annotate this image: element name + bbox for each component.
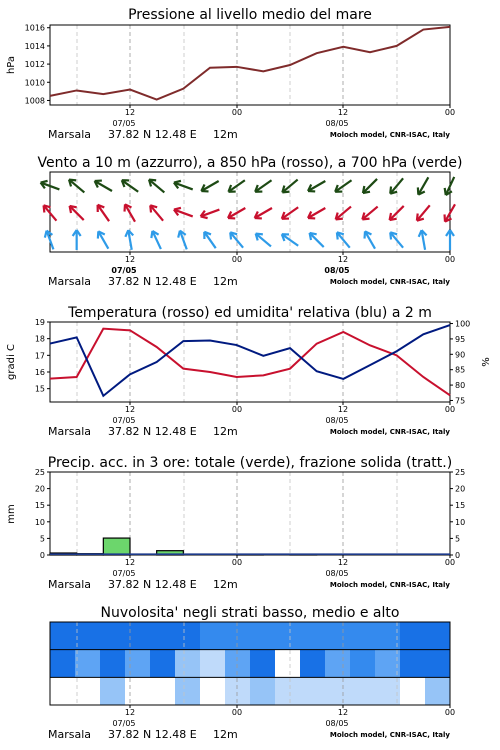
date-label: 08/05: [325, 719, 349, 728]
y-axis-label: gradi C: [6, 344, 17, 380]
cloud-cell-medio: [200, 650, 226, 678]
location-name: Marsala: [48, 128, 92, 141]
y2-tick-label: 5: [455, 534, 461, 544]
y2-tick-label: 85: [455, 365, 466, 375]
wind-arrow-700: [253, 177, 274, 195]
date-label: 07/05: [112, 119, 136, 128]
cloud-cell-alto: [75, 622, 101, 650]
cloud-cell-basso: [250, 677, 276, 705]
x-tick-label: 12: [337, 405, 349, 414]
wind-arrow-10m: [176, 229, 190, 251]
location-elevation: 12m: [213, 128, 238, 141]
cloud-cell-basso: [175, 677, 201, 705]
y-tick-label: 1016: [24, 23, 45, 33]
location-name: Marsala: [48, 275, 92, 288]
x-tick-label: 12: [124, 708, 136, 717]
cloud-cell-basso: [50, 677, 76, 705]
x-tick-label: 00: [231, 558, 243, 567]
location-elevation: 12m: [213, 425, 238, 438]
x-tick-label: 00: [231, 405, 243, 414]
x-tick-label: 00: [444, 708, 456, 717]
y-axis-label: mm: [6, 504, 17, 524]
cloud-cell-medio: [100, 650, 126, 678]
cloud-cell-basso: [325, 677, 351, 705]
x-tick-label: 12: [337, 708, 349, 717]
cloud-cell-basso: [225, 677, 251, 705]
cloud-cell-medio: [225, 650, 251, 678]
wind-arrow-10m: [387, 230, 406, 250]
model-label: Moloch model, CNR-ISAC, Italy: [329, 278, 450, 286]
y-tick-label: 20: [34, 484, 45, 494]
arrow-shaft: [310, 233, 324, 247]
cloud-cell-basso: [200, 677, 226, 705]
cloud-cell-basso: [150, 677, 176, 705]
cloud-cell-alto: [250, 622, 276, 650]
y2-tick-label: 80: [455, 381, 466, 391]
wind-arrow-850: [253, 205, 274, 222]
wind-arrow-10m: [73, 230, 81, 250]
location-coords: 37.82 N 12.48 E: [108, 728, 197, 741]
panel-title: Precip. acc. in 3 ore: totale (verde), frazione solida (tratt.): [47, 455, 453, 471]
cloud-cell-alto: [200, 622, 226, 650]
y2-tick-label: 75: [455, 396, 466, 406]
temperature-line: [50, 329, 450, 396]
cloud-cell-medio: [175, 650, 201, 678]
model-label: Moloch model, CNR-ISAC, Italy: [329, 581, 450, 589]
cloud-cell-medio: [425, 650, 451, 678]
location-elevation: 12m: [213, 275, 238, 288]
plot-border: [50, 172, 450, 252]
x-tick-label: 12: [337, 558, 349, 567]
panel-title: Pressione al livello medio del mare: [128, 7, 372, 23]
y-tick-label: 15: [34, 384, 45, 394]
x-tick-label: 00: [444, 558, 456, 567]
x-tick-label: 00: [231, 108, 243, 117]
x-tick-label: 00: [444, 108, 456, 117]
model-label: Moloch model, CNR-ISAC, Italy: [329, 131, 450, 139]
model-label: Moloch model, CNR-ISAC, Italy: [329, 428, 450, 436]
location-elevation: 12m: [213, 578, 238, 591]
cloud-cell-medio: [350, 650, 376, 678]
cloud-cell-alto: [350, 622, 376, 650]
wind-arrow-10m: [201, 230, 219, 251]
cloud-cell-alto: [100, 622, 126, 650]
wind-arrow-850: [414, 203, 433, 223]
cloud-cell-alto: [175, 622, 201, 650]
cloud-cell-medio: [125, 650, 151, 678]
cloud-cell-basso: [275, 677, 301, 705]
y-tick-label: 5: [39, 534, 45, 544]
cloud-cell-medio: [325, 650, 351, 678]
x-tick-label: 00: [231, 708, 243, 717]
pressure-line: [50, 27, 450, 100]
cloud-cell-basso: [400, 677, 426, 705]
wind-arrow-10m: [446, 230, 454, 250]
location-name: Marsala: [48, 425, 92, 438]
y2-tick-label: 100: [455, 319, 471, 329]
location-name: Marsala: [48, 728, 92, 741]
wind-arrow-10m: [362, 229, 379, 250]
date-label: 08/05: [324, 266, 350, 275]
x-tick-label: 12: [337, 255, 349, 264]
precip-bar: [103, 538, 130, 555]
cloud-cell-basso: [100, 677, 126, 705]
cloud-cell-medio: [150, 650, 176, 678]
panel-title: Temperatura (rosso) ed umidita' relativa (blu) a 2 m: [68, 305, 432, 321]
y-tick-label: 0: [39, 551, 45, 560]
panel-title: Nuvolosita' negli strati basso, medio e alto: [100, 605, 400, 621]
x-tick-label: 12: [124, 405, 136, 414]
location-coords: 37.82 N 12.48 E: [108, 425, 197, 438]
wind-arrow-10m: [124, 229, 135, 250]
date-label: 07/05: [111, 266, 137, 275]
y2-axis-label: %: [481, 357, 492, 367]
y2-tick-label: 15: [455, 501, 466, 511]
y-tick-label: 19: [34, 318, 45, 327]
date-label: 08/05: [325, 416, 349, 425]
y-tick-label: 16: [34, 368, 45, 377]
date-label: 07/05: [112, 416, 136, 425]
x-tick-label: 12: [124, 558, 136, 567]
cloud-cell-alto: [150, 622, 176, 650]
cloud-cell-alto: [300, 622, 326, 650]
cloud-cell-basso: [300, 677, 326, 705]
temp-hum-frame: [50, 322, 450, 405]
wind-arrow-850: [199, 206, 221, 220]
location-coords: 37.82 N 12.48 E: [108, 128, 197, 141]
x-tick-label: 00: [444, 405, 456, 414]
wind-arrow-700: [306, 178, 327, 195]
wind-arrow-850: [360, 204, 380, 223]
location-coords: 37.82 N 12.48 E: [108, 275, 197, 288]
date-label: 07/05: [112, 569, 136, 578]
wind-arrow-850: [306, 205, 327, 222]
wind-arrow-850: [333, 204, 353, 223]
y-tick-label: 18: [34, 334, 45, 344]
wind-arrow-10m: [149, 229, 165, 251]
x-tick-label: 00: [444, 255, 456, 264]
wind-arrow-10m: [280, 231, 301, 249]
y-tick-label: 10: [34, 517, 45, 527]
wind-arrow-850: [147, 203, 166, 223]
wind-arrow-700: [146, 177, 166, 196]
wind-arrow-10m: [307, 230, 327, 250]
y-tick-label: 17: [34, 351, 45, 361]
location-coords: 37.82 N 12.48 E: [108, 578, 197, 591]
wind-arrow-700: [360, 176, 380, 196]
wind-arrow-10m: [95, 229, 112, 250]
wind-arrow-850: [122, 202, 139, 223]
cloud-cell-alto: [325, 622, 351, 650]
y-tick-label: 1010: [24, 78, 45, 88]
x-tick-label: 12: [337, 108, 349, 117]
cloud-cell-alto: [225, 622, 251, 650]
x-tick-label: 12: [124, 108, 136, 117]
wind-arrow-850: [67, 203, 87, 223]
wind-arrow-700: [415, 175, 432, 196]
cloud-cell-medio: [250, 650, 276, 678]
cloud-cell-basso: [125, 677, 151, 705]
cloud-cell-medio: [275, 650, 301, 678]
cloud-cell-medio: [75, 650, 101, 678]
cloud-cell-basso: [425, 677, 451, 705]
x-tick-label: 00: [231, 255, 243, 264]
wind-arrow-850: [387, 203, 407, 223]
y-tick-label: 1008: [24, 96, 45, 106]
y-tick-label: 25: [34, 468, 45, 477]
y2-tick-label: 20: [455, 484, 466, 494]
wind-arrow-10m: [418, 229, 429, 250]
wind-arrow-850: [173, 206, 195, 220]
y2-tick-label: 10: [455, 517, 466, 527]
y-tick-label: 1012: [24, 60, 45, 70]
wind-arrow-10m: [253, 231, 273, 250]
date-label: 08/05: [325, 119, 349, 128]
y-tick-label: 1014: [24, 41, 45, 51]
y-tick-label: 15: [34, 501, 45, 511]
cloud-cell-basso: [75, 677, 101, 705]
y-axis-label: hPa: [6, 55, 17, 75]
wind-arrow-700: [93, 178, 114, 195]
cloud-cell-medio: [50, 650, 76, 678]
cloud-cell-alto: [400, 622, 426, 650]
cloud-cell-alto: [275, 622, 301, 650]
pressure-frame: [50, 25, 450, 108]
x-tick-label: 12: [124, 255, 136, 264]
cloud-cell-basso: [350, 677, 376, 705]
y2-tick-label: 25: [455, 468, 466, 477]
model-label: Moloch model, CNR-ISAC, Italy: [329, 731, 450, 739]
cloud-cell-alto: [425, 622, 451, 650]
location-elevation: 12m: [213, 728, 238, 741]
panel-title: Vento a 10 m (azzurro), a 850 hPa (rosso), a 700 hPa (verde): [37, 155, 463, 171]
y2-tick-label: 90: [455, 350, 466, 360]
humidity-line: [50, 325, 450, 396]
arrow-shaft: [363, 179, 377, 193]
cloud-cell-medio: [300, 650, 326, 678]
wind-arrow-10m: [334, 230, 353, 250]
y2-tick-label: 95: [455, 334, 466, 344]
wind-arrow-10m: [227, 230, 246, 250]
location-name: Marsala: [48, 578, 92, 591]
date-label: 07/05: [112, 719, 136, 728]
cloud-cell-medio: [400, 650, 426, 678]
cloud-cell-alto: [125, 622, 151, 650]
wind-arrow-700: [199, 178, 220, 195]
date-label: 08/05: [325, 569, 349, 578]
wind-arrow-700: [173, 179, 195, 193]
wind-arrow-850: [94, 203, 112, 224]
cloud-cell-alto: [50, 622, 76, 650]
y2-tick-label: 0: [455, 551, 461, 560]
wind-arrow-850: [280, 204, 301, 222]
